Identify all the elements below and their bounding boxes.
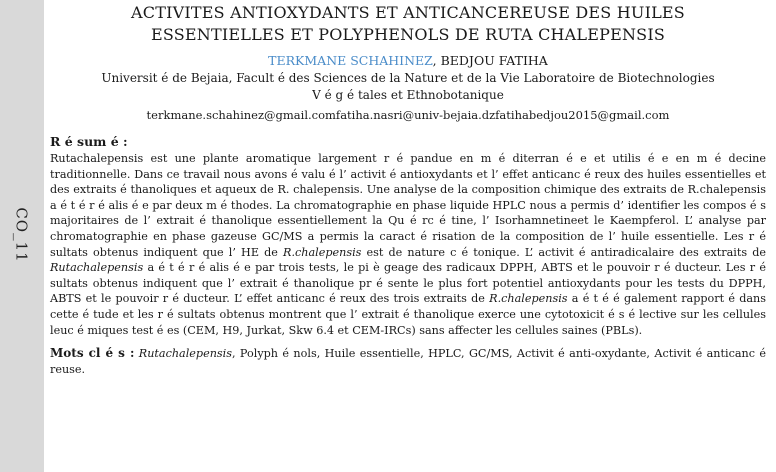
author-list: [50, 52, 766, 70]
abstract-text-3: a é t é r é alis é e par trois tests, le pi è geage des radicaux DPPH, ABTS et le pouvoir r é ducteur. Les r é sultats obtenus indiquent que l’ extrait é thanolique pr é sente le plus fort potentiel antioxydants pour les tests du DPPH, ABTS et le pouvoir r é ducteur. L’ effet anticanc é reux des trois extraits de: [50, 261, 766, 306]
title-line-1: ACTIVITES ANTIOXYDANTS ET ANTICANCEREUSE DES HUILES: [131, 3, 685, 22]
affiliation-line-1: Universit é de Bejaia, Facult é des Sciences de la Nature et de la Vie Laboratoire de Biotechnologies: [101, 71, 715, 85]
affiliation-line-2: V é g é tales et Ethnobotanique: [312, 88, 504, 102]
author-link[interactable]: TERKMANE SCHAHINEZ: [268, 53, 433, 68]
abstract-page: [50, 0, 766, 472]
species-name-3: R.chalepensis: [489, 292, 568, 306]
session-code: CO_11: [13, 207, 31, 263]
abstract-body: [50, 151, 766, 338]
keywords: [50, 346, 766, 377]
affiliation: [50, 70, 766, 104]
title-line-2: ESSENTIELLES ET POLYPHENOLS DE RUTA CHALEPENSIS: [150, 25, 666, 44]
abstract-text-1: Rutachalepensis est une plante aromatique largement r é pandue en m é diterran é e et utilis é e en m é decine traditionnelle. Dans ce travail nous avons é valu é l’ activit é antioxydants et l’ effet anticanc é reux des huiles essentielles et des extraits é thanoliques et aqueux de R. chalepensis. Une analyse de la composition chimique des extraits de R.chalepensis a é t é r é alis é e par deux m é thodes. La chromatographie en phase liquide HPLC nous a permis d’ identifier les compos é s majoritaires de l’ extrait é thanolique essentiellement la Qu é rc é tine, l’ Isorhamnetineet le Kaempferol. L’ analyse par chromatographie en phase gazeuse GC/MS a permis la caract é risation de la composition de l’ huile essentielle. Les r é sultats obtenus indiquent que l’ HE de: [50, 152, 766, 259]
keywords-label: Mots cl é s :: [50, 346, 135, 361]
species-name-2: Rutachalepensis: [50, 261, 144, 275]
species-name-1: R.chalepensis: [283, 245, 362, 259]
keywords-list: , Polyph é nols, Huile essentielle, HPLC, GC/MS, Activit é anti-oxydante, Activit é anticanc é reuse.: [50, 347, 766, 376]
paper-title: [50, 2, 766, 46]
co-author: , BEDJOU FATIHA: [432, 53, 548, 68]
abstract-text-2: est de nature c é tonique. L’ activit é antiradicalaire des extraits de: [361, 245, 767, 259]
keyword-species: Rutachalepensis: [138, 347, 232, 361]
margin-sidebar: [0, 0, 44, 472]
abstract-text-4: a é t é é galement rapport é dans cette é tude et les r é sultats obtenus montrent que l’ extrait é thanolique exerce une cytotoxicit é s é lective sur les cellules leuc é miques test é es (CEM, H9, Jurkat, Skw 6.4 et CEM-IRCs) sans affecter les cellules saines (PBLs).: [50, 292, 767, 337]
resume-heading: R é sum é :: [50, 134, 128, 149]
author-emails: terkmane.schahinez@gmail.comfatiha.nasri@univ-bejaia.dzfatihabedjou2015@gmail.com: [146, 108, 670, 122]
